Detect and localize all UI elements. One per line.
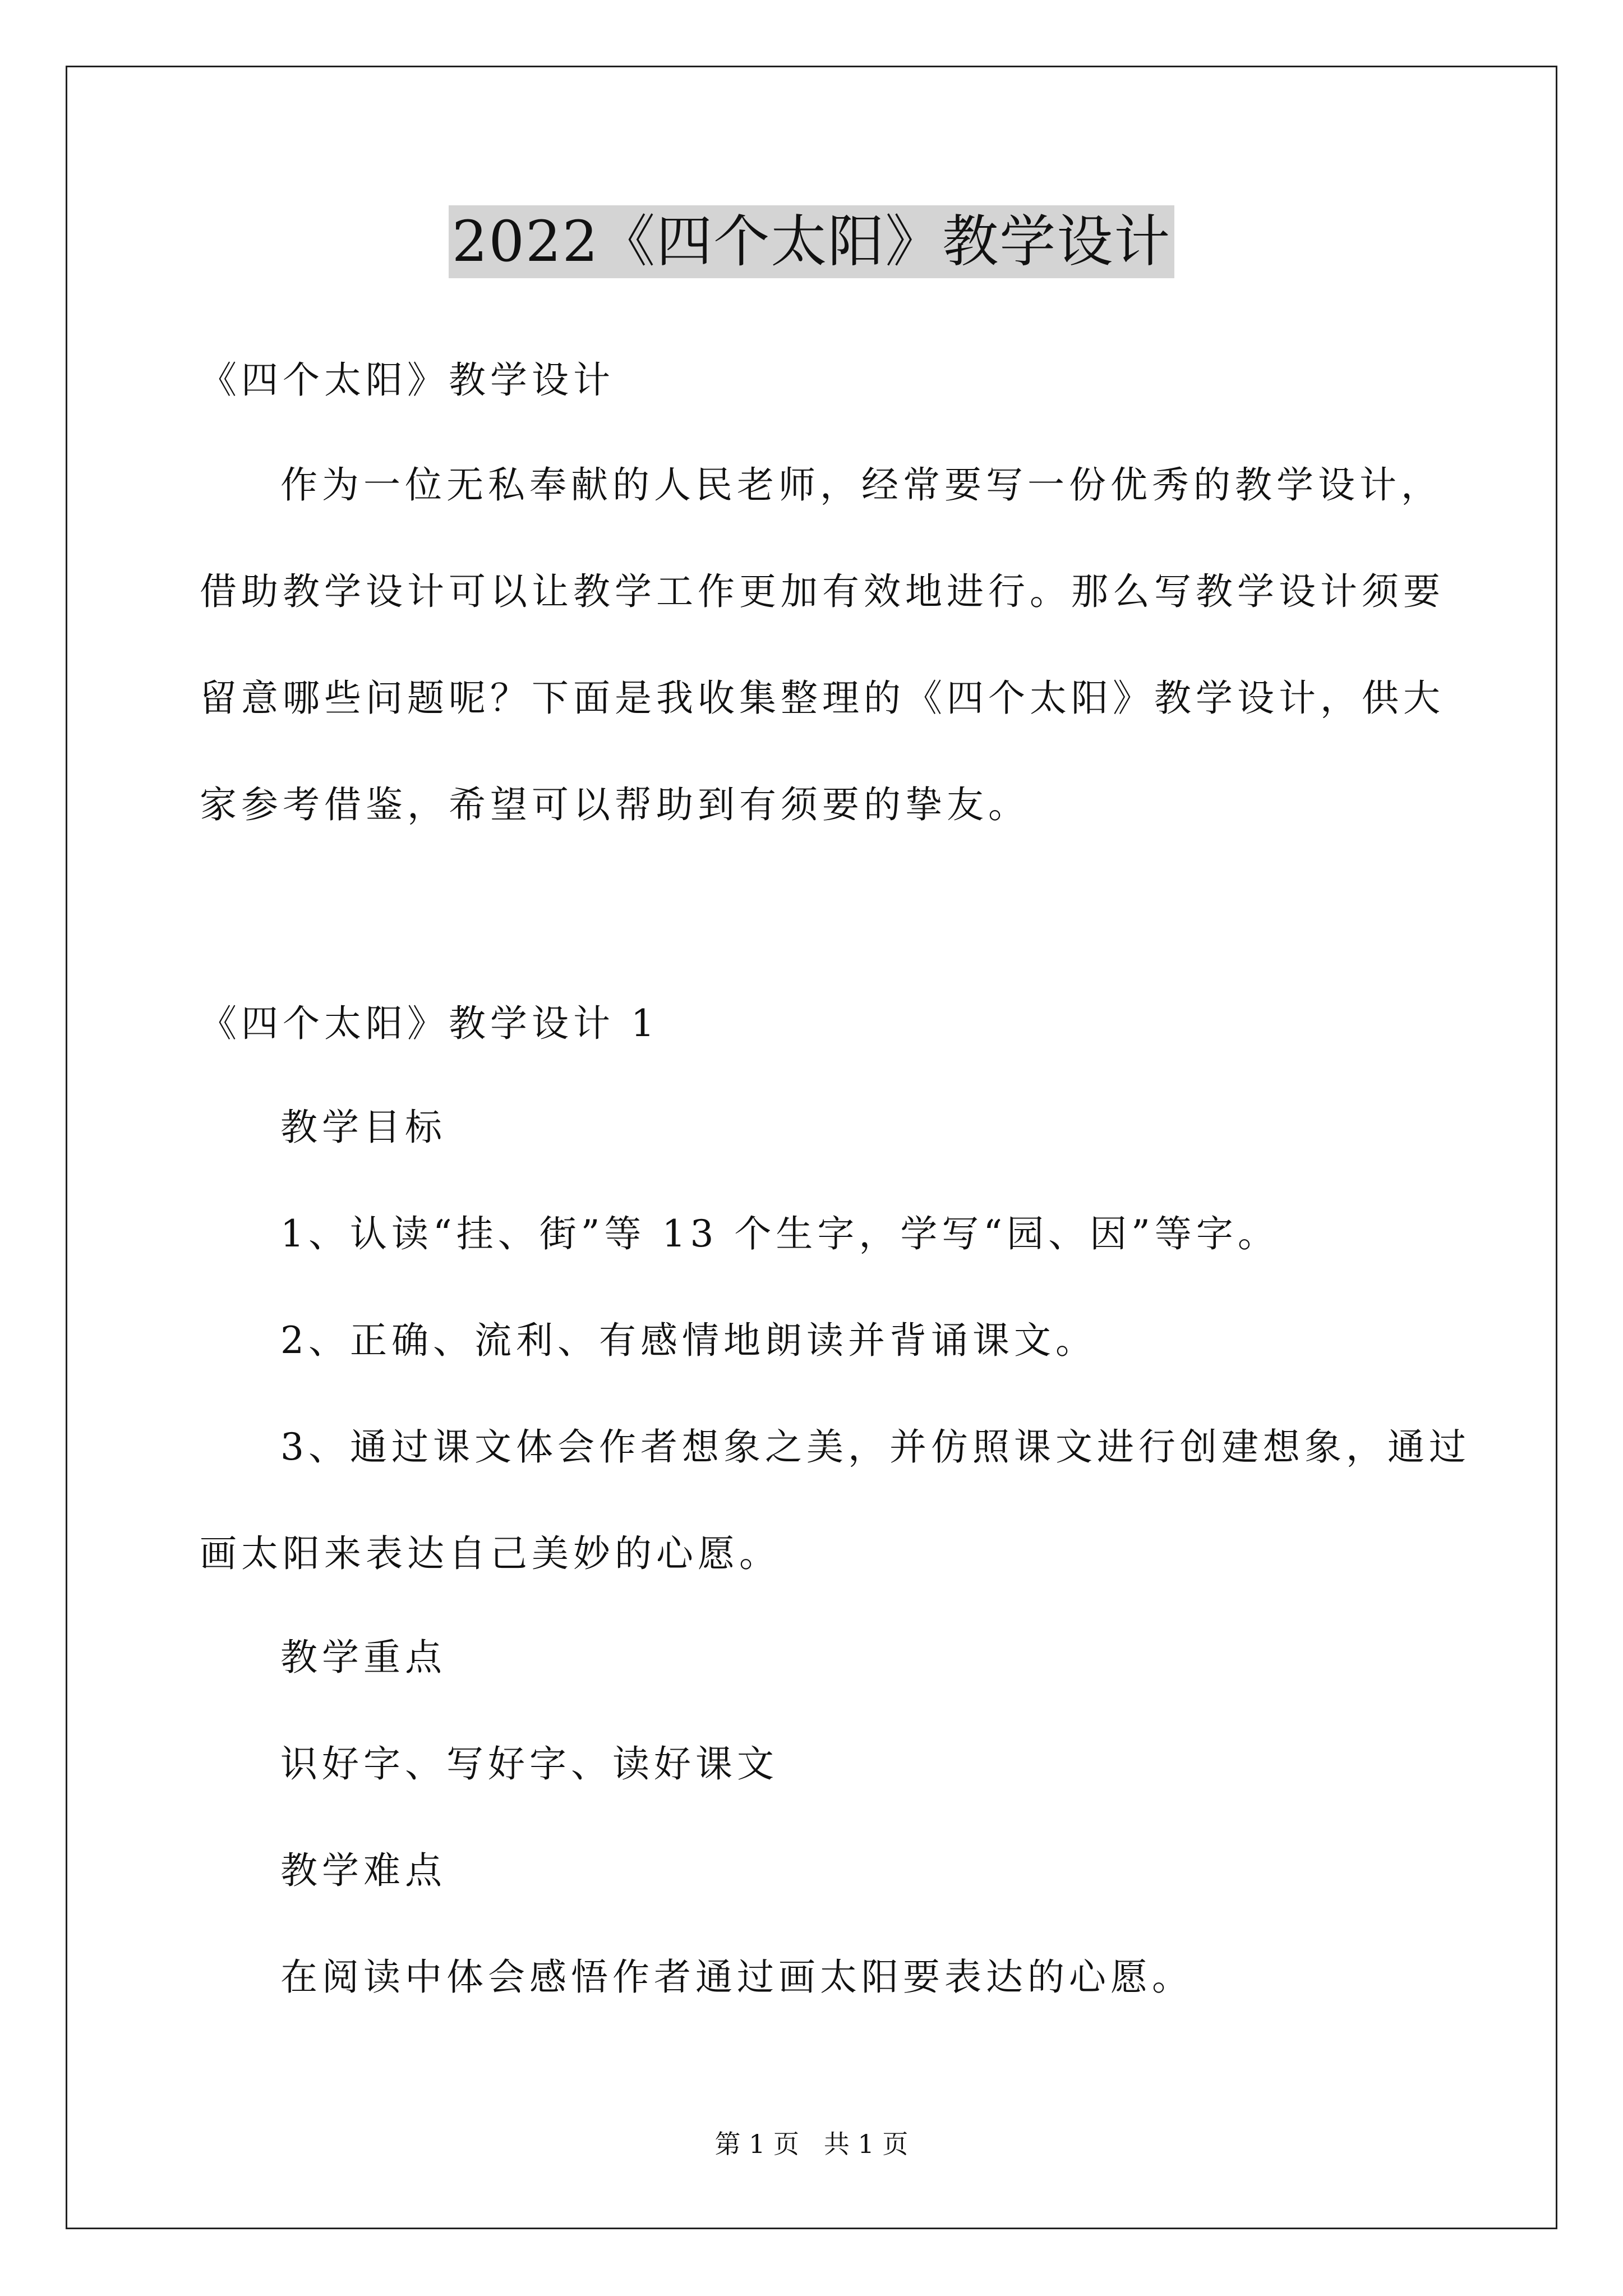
intro-line-2: 借助教学设计可以让教学工作更加有效地进行。那么写教学设计须要: [200, 570, 1445, 613]
section-heading: 《四个太阳》教学设计 1: [200, 1002, 659, 1045]
goal-item-3-line-1: 3、通过课文体会作者想象之美，并仿照课文进行创建想象，通过: [280, 1425, 1470, 1469]
goals-heading: 教学目标: [280, 1106, 446, 1149]
goal-item-3-line-2: 画太阳来表达自己美妙的心愿。: [200, 1532, 781, 1575]
key-points-heading: 教学重点: [280, 1636, 446, 1679]
goal-item-2: 2、正确、流利、有感情地朗读并背诵课文。: [280, 1319, 1097, 1362]
difficult-points-heading: 教学难点: [280, 1849, 446, 1892]
intro-line-4: 家参考借鉴，希望可以帮助到有须要的挚友。: [200, 783, 1030, 826]
goal-item-1: 1、认读“挂、街”等 13 个生字，学写“园、因”等字。: [280, 1212, 1279, 1255]
document-subtitle: 《四个太阳》教学设计: [200, 358, 615, 402]
difficult-points-text: 在阅读中体会感悟作者通过画太阳要表达的心愿。: [280, 1955, 1193, 1999]
title-container: [0, 205, 1623, 278]
page-footer: 第 1 页 共 1 页: [714, 2129, 909, 2159]
key-points-text: 识好字、写好字、读好课文: [280, 1742, 778, 1786]
intro-line-3: 留意哪些问题呢？下面是我收集整理的《四个太阳》教学设计，供大: [200, 677, 1445, 720]
intro-line-1: 作为一位无私奉献的人民老师，经常要写一份优秀的教学设计，: [280, 463, 1442, 507]
document-title: 2022《四个太阳》教学设计: [449, 205, 1175, 278]
